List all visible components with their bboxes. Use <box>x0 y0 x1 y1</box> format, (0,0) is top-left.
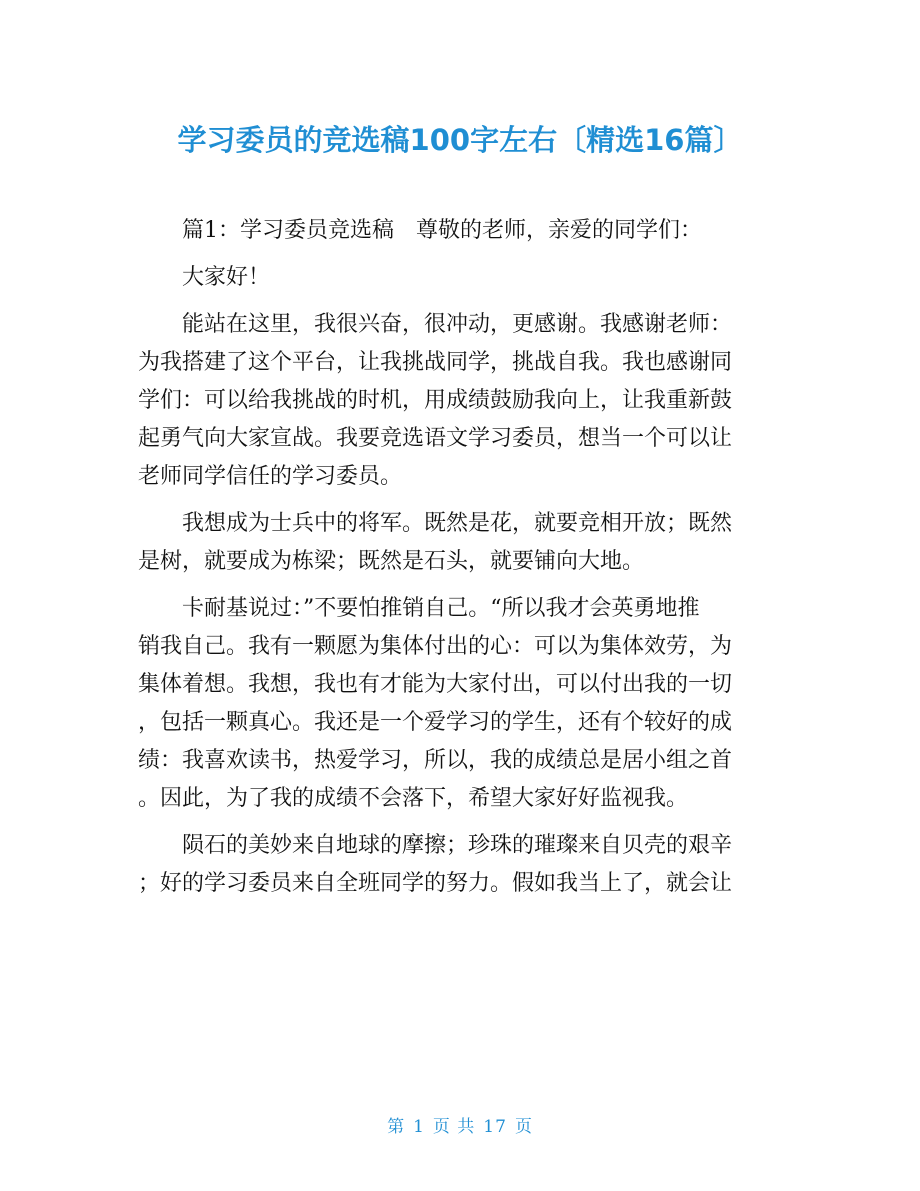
paragraph-line: 是树，就要成为栋梁；既然是石头，就要铺向大地。 <box>138 549 645 574</box>
paragraph-line: 能站在这里，我很兴奋，很冲动，更感谢。我感谢老师： <box>182 312 733 337</box>
paragraph-line: 起勇气向大家宣战。我要竞选语文学习委员，想当一个可以让 <box>138 426 733 451</box>
paragraph-line: 篇1：学习委员竞选稿 尊敬的老师，亲爱的同学们： <box>182 218 702 243</box>
paragraph-line: 陨石的美妙来自地球的摩擦；珍珠的璀璨来自贝壳的艰辛 <box>182 833 733 858</box>
page-mid: 页 共 <box>432 1117 476 1137</box>
paragraph-line: 集体着想。我想，我也有才能为大家付出，可以付出我的一切 <box>138 672 733 697</box>
paragraph-line: ，包括一颗真心。我还是一个爱学习的学生，还有个较好的成 <box>138 710 733 735</box>
page-number-footer <box>0 1112 920 1137</box>
page-current: 1 <box>413 1117 425 1137</box>
paragraph-line: 大家好！ <box>182 265 271 290</box>
paragraph-line: ；好的学习委员来自全班同学的努力。假如我当上了，就会让 <box>138 871 733 896</box>
page-suffix: 页 <box>514 1117 533 1137</box>
paragraph-line: 为我搭建了这个平台，让我挑战同学，挑战自我。我也感谢同 <box>138 350 733 375</box>
paragraph-line: 我想成为士兵中的将军。既然是花，就要竞相开放；既然 <box>182 511 733 536</box>
document-title: 学习委员的竞选稿100字左右〔精选16篇〕 <box>177 123 743 157</box>
paragraph-line: 绩：我喜欢读书，热爱学习，所以，我的成绩总是居小组之首 <box>138 748 733 773</box>
page-prefix: 第 <box>387 1117 406 1137</box>
paragraph-line: 老师同学信任的学习委员。 <box>138 464 403 489</box>
paragraph-line: 销我自己。我有一颗愿为集体付出的心：可以为集体效劳，为 <box>138 634 733 659</box>
paragraph-line: 学们：可以给我挑战的时机，用成绩鼓励我向上，让我重新鼓 <box>138 388 733 413</box>
paragraph-line: 卡耐基说过：”不要怕推销自己。“所以我才会英勇地推 <box>182 596 700 621</box>
paragraph-line: 。因此，为了我的成绩不会落下，希望大家好好监视我。 <box>138 786 689 811</box>
document-body <box>138 212 788 903</box>
page-total: 17 <box>483 1117 507 1137</box>
